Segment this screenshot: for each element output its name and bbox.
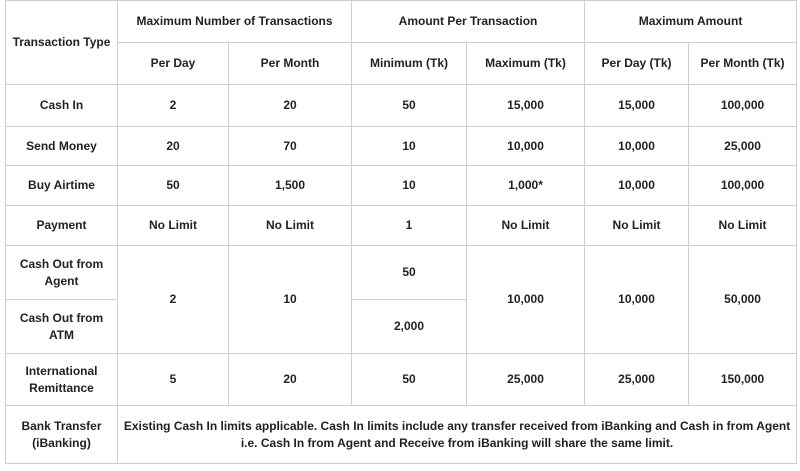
- table-row-bank-transfer: [6, 406, 797, 464]
- cell-min: 50: [352, 246, 467, 300]
- cell-min: 1: [352, 206, 467, 246]
- cell-tx-per-day: 5: [118, 354, 229, 406]
- transaction-limits-table: [5, 0, 797, 464]
- cell-max: 1,000*: [467, 166, 585, 206]
- cell-min: 50: [352, 85, 467, 127]
- header-per-day: Per Day: [118, 43, 229, 85]
- header-row-group: [6, 1, 797, 43]
- row-label: Cash Out from ATM: [6, 300, 118, 354]
- cell-tx-per-day: 20: [118, 127, 229, 166]
- header-max-transactions: Maximum Number of Transactions: [118, 1, 352, 43]
- row-label: Cash In: [6, 85, 118, 127]
- cell-tx-per-day: 2: [118, 85, 229, 127]
- cell-tx-per-month: 20: [229, 354, 352, 406]
- cell-max: 25,000: [467, 354, 585, 406]
- cell-amount-per-day: 10,000: [585, 166, 689, 206]
- cell-max: No Limit: [467, 206, 585, 246]
- cell-tx-per-day: 50: [118, 166, 229, 206]
- cell-amount-per-month: No Limit: [689, 206, 797, 246]
- cell-amount-per-month: 25,000: [689, 127, 797, 166]
- header-amount-per-transaction: Amount Per Transaction: [352, 1, 585, 43]
- table-row-buy-airtime: [6, 166, 797, 206]
- cell-max: 15,000: [467, 85, 585, 127]
- header-minimum-tk: Minimum (Tk): [352, 43, 467, 85]
- cell-tx-per-month: 70: [229, 127, 352, 166]
- header-per-day-tk: Per Day (Tk): [585, 43, 689, 85]
- cell-max: 10,000: [467, 127, 585, 166]
- table-row-payment: [6, 206, 797, 246]
- cell-tx-per-month: 1,500: [229, 166, 352, 206]
- cell-amount-per-day: No Limit: [585, 206, 689, 246]
- cell-tx-per-month: 20: [229, 85, 352, 127]
- cell-amount-per-day: 10,000: [585, 246, 689, 354]
- row-label: Payment: [6, 206, 118, 246]
- header-transaction-type: Transaction Type: [6, 1, 118, 85]
- row-label: Bank Transfer (iBanking): [6, 406, 118, 464]
- row-label: Send Money: [6, 127, 118, 166]
- cell-amount-per-month: 100,000: [689, 166, 797, 206]
- header-per-month: Per Month: [229, 43, 352, 85]
- table-row-international-remittance: [6, 354, 797, 406]
- cell-amount-per-month: 100,000: [689, 85, 797, 127]
- cell-tx-per-month: No Limit: [229, 206, 352, 246]
- cell-min: 10: [352, 127, 467, 166]
- cell-min: 10: [352, 166, 467, 206]
- cell-tx-per-day: No Limit: [118, 206, 229, 246]
- cell-min: 2,000: [352, 300, 467, 354]
- table-row-cash-in: [6, 85, 797, 127]
- row-label: International Remittance: [6, 354, 118, 406]
- cell-amount-per-month: 50,000: [689, 246, 797, 354]
- cell-tx-per-month: 10: [229, 246, 352, 354]
- cell-amount-per-day: 15,000: [585, 85, 689, 127]
- bank-transfer-note: Existing Cash In limits applicable. Cash In limits include any transfer received from iBanking and Cash in from Agent i.e. Cash In from Agent and Receive from iBanking will share the same limit.: [118, 406, 797, 464]
- table-row-cash-out-agent: [6, 246, 797, 300]
- header-row-sub: [6, 43, 797, 85]
- cell-tx-per-day: 2: [118, 246, 229, 354]
- cell-amount-per-month: 150,000: [689, 354, 797, 406]
- header-maximum-tk: Maximum (Tk): [467, 43, 585, 85]
- table-row-send-money: [6, 127, 797, 166]
- row-label: Cash Out from Agent: [6, 246, 118, 300]
- cell-amount-per-day: 10,000: [585, 127, 689, 166]
- header-maximum-amount: Maximum Amount: [585, 1, 797, 43]
- row-label: Buy Airtime: [6, 166, 118, 206]
- cell-amount-per-day: 25,000: [585, 354, 689, 406]
- header-per-month-tk: Per Month (Tk): [689, 43, 797, 85]
- cell-min: 50: [352, 354, 467, 406]
- cell-max: 10,000: [467, 246, 585, 354]
